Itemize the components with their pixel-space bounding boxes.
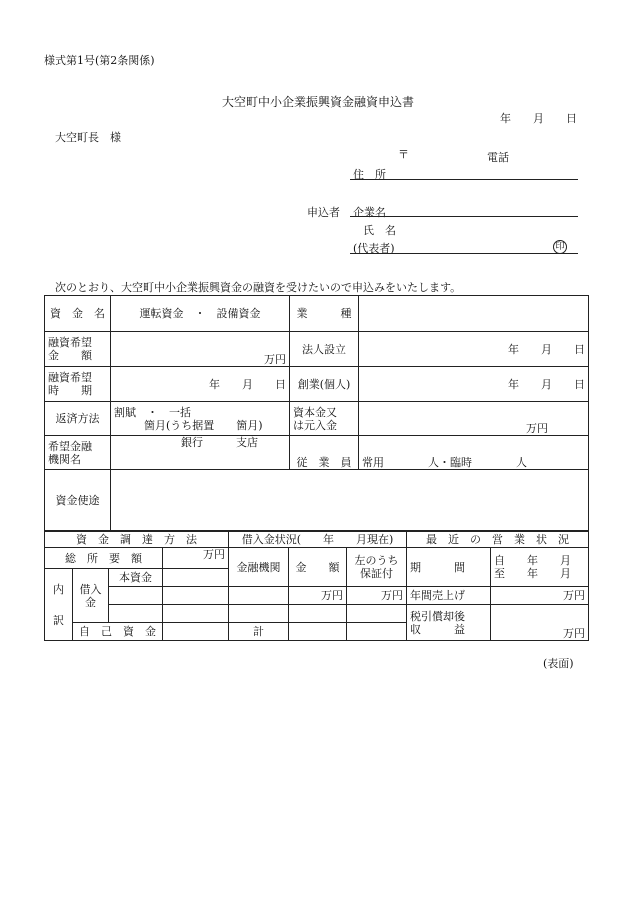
profit-label-1: 税引償却後 — [410, 609, 466, 623]
bank-label-1: 希望金融 — [48, 439, 92, 453]
recent-business-header: 最 近 の 営 業 状 況 — [407, 531, 589, 548]
fund-name-label: 資 金 名 — [45, 296, 111, 332]
total-required-field[interactable] — [163, 548, 229, 569]
form-number: 様式第1号(第2条関係) — [44, 54, 155, 67]
profit-label-2: 収 益 — [410, 622, 466, 636]
application-table — [44, 295, 589, 532]
company-label: 企業名 — [353, 206, 386, 219]
repay-label: 返済方法 — [45, 402, 111, 436]
loan-amount-unit: 万円 — [264, 353, 286, 366]
side-label: (表面) — [543, 657, 574, 670]
bank-label-2: 機関名 — [48, 452, 81, 466]
repay-line2: 箇月(うち据置 箇月) — [144, 418, 263, 432]
loan-amount-label-1: 融資希望 — [48, 336, 92, 349]
total-required-unit: 万円 — [203, 548, 225, 561]
borrow-row3-b[interactable] — [163, 605, 229, 623]
breakdown-label-2: 訳 — [53, 613, 64, 627]
breakdown-label-1: 内 — [53, 582, 64, 596]
amount-row2[interactable] — [289, 605, 347, 623]
amount-row1[interactable] — [289, 587, 347, 605]
this-fund-field[interactable] — [163, 569, 229, 587]
guarantee-unit: 万円 — [381, 589, 404, 602]
period-label: 期 間 — [407, 548, 491, 587]
amount-unit: 万円 — [321, 589, 343, 602]
borrowing-header: 借入金状況( 年 月現在) — [229, 531, 407, 548]
repay-line1: 割賦 ・ 一括 — [114, 405, 191, 419]
loan-amount-label — [45, 332, 111, 367]
total-guarantee[interactable] — [347, 623, 407, 641]
name-label: 氏 名 — [363, 224, 396, 237]
employees-value: 常用 人・臨時 人 — [362, 456, 527, 469]
profit-unit: 万円 — [563, 627, 586, 640]
representative-label: (代表者) — [353, 242, 395, 255]
addressee: 大空町長 様 — [55, 131, 121, 144]
bank-row2[interactable] — [229, 605, 289, 623]
this-fund-label: 本資金 — [109, 569, 163, 587]
fund-name-value[interactable]: 運転資金 ・ 設備資金 — [111, 296, 290, 332]
applicant-label: 申込者 — [307, 206, 340, 219]
borrow-row3-a[interactable] — [109, 605, 163, 623]
address-label: 住 所 — [353, 168, 386, 181]
guarantee-row2[interactable] — [347, 605, 407, 623]
phone-label: 電話 — [487, 151, 509, 164]
bank-text: 銀行 支店 — [181, 436, 258, 449]
postal-mark: 〒 — [398, 148, 409, 161]
borrow-label: 借入金 — [73, 569, 109, 623]
own-fund-field[interactable] — [163, 623, 229, 641]
funding-table — [44, 530, 589, 641]
founding-label: 創業(個人) — [290, 367, 359, 402]
business-field[interactable] — [359, 296, 589, 332]
guarantee-col-1: 左のうち — [354, 554, 399, 567]
loan-amount-field[interactable] — [111, 332, 290, 367]
profit-field[interactable] — [491, 605, 589, 641]
capital-unit: 万円 — [526, 422, 548, 435]
bank-field[interactable] — [111, 436, 290, 470]
bank-col-header: 金融機関 — [229, 548, 289, 587]
purpose-label: 資金使途 — [45, 470, 111, 532]
incorp-label: 法人設立 — [290, 332, 359, 367]
amount-col-header: 金 額 — [289, 548, 347, 587]
capital-label-1: 資本金又 — [293, 405, 337, 419]
guarantee-row1[interactable] — [347, 587, 407, 605]
to-label: 至 年 月 — [494, 567, 572, 580]
incorp-date-text: 年 月 日 — [508, 342, 585, 356]
repay-field[interactable] — [111, 402, 290, 436]
company-line[interactable] — [350, 216, 578, 217]
name-line[interactable] — [350, 253, 578, 254]
loan-period-field[interactable] — [111, 367, 290, 402]
founding-date[interactable] — [359, 367, 589, 402]
guarantee-col-2: 保証付 — [360, 567, 393, 580]
employees-label: 従 業 員 — [290, 436, 359, 470]
capital-label — [290, 402, 359, 436]
profit-label — [407, 605, 491, 641]
loan-amount-label-2: 金 額 — [48, 349, 92, 362]
annual-sales-label: 年間売上げ — [407, 587, 491, 605]
incorp-date[interactable] — [359, 332, 589, 367]
seal-icon: 印 — [553, 240, 567, 254]
loan-period-date: 年 月 日 — [209, 377, 286, 391]
employees-field[interactable] — [359, 436, 589, 470]
loan-period-label-1: 融資希望 — [48, 371, 92, 384]
seal-mark — [553, 239, 567, 254]
capital-label-2: は元入金 — [293, 418, 337, 432]
business-label: 業 種 — [290, 296, 359, 332]
annual-sales-field[interactable] — [491, 587, 589, 605]
borrow-row2-a[interactable] — [109, 587, 163, 605]
breakdown-label — [45, 569, 73, 641]
bank-label — [45, 436, 111, 470]
borrow-row2-b[interactable] — [163, 587, 229, 605]
total-label: 計 — [229, 623, 289, 641]
annual-sales-unit: 万円 — [563, 589, 586, 602]
total-amount[interactable] — [289, 623, 347, 641]
period-field[interactable] — [491, 548, 589, 587]
date-line[interactable]: 年 月 日 — [500, 112, 577, 125]
total-required-label: 総 所 要 額 — [45, 548, 163, 569]
loan-period-label — [45, 367, 111, 402]
address-line[interactable] — [350, 179, 578, 180]
intro-text: 次のとおり、大空町中小企業振興資金の融資を受けたいので申込みをいたします。 — [55, 281, 462, 294]
guarantee-col-header — [347, 548, 407, 587]
purpose-field[interactable] — [111, 470, 589, 532]
funding-plan-header: 資 金 調 達 方 法 — [45, 531, 229, 548]
from-label: 自 年 月 — [494, 554, 572, 567]
loan-period-label-2: 時 期 — [48, 384, 92, 397]
capital-field[interactable] — [359, 402, 589, 436]
own-fund-label: 自 己 資 金 — [73, 623, 163, 641]
bank-row1[interactable] — [229, 587, 289, 605]
page-title: 大空町中小企業振興資金融資申込書 — [222, 95, 415, 109]
founding-date-text: 年 月 日 — [508, 377, 585, 391]
